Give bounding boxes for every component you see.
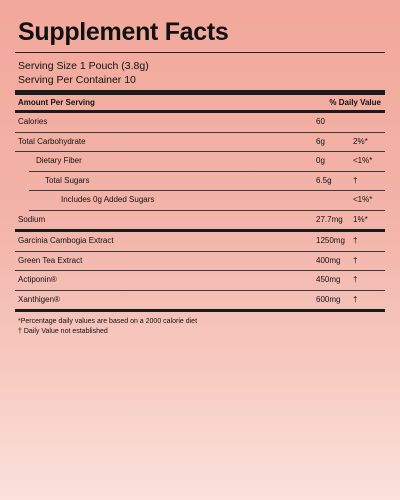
row-daily-value: † [353,255,358,265]
row-amount: 0g [316,156,325,165]
row-amount: 600mg [316,294,341,304]
header-daily-value: % Daily Value [329,98,381,107]
row-amount: 6g [316,136,325,146]
row-daily-value: † [353,175,358,185]
row-garcinia-cambogia [15,232,385,252]
table-header [15,95,385,110]
row-dietary-fiber [29,152,385,172]
row-actiponin [15,271,385,291]
row-name: Xanthigen® [18,294,60,304]
footnote-not-established: † Daily Value not established [18,328,108,335]
row-daily-value: † [353,275,358,284]
row-daily-value: † [353,236,358,245]
row-xanthigen [15,291,385,313]
title-divider [15,52,385,53]
header-amount-per-serving: Amount Per Serving [18,98,95,107]
footnotes [18,317,385,337]
footnote-daily-values: *Percentage daily values are based on a 2000 calorie diet [18,318,198,325]
row-name: Total Sugars [45,175,90,185]
row-daily-value: 2%* [353,136,368,146]
row-amount: 27.7mg [316,214,343,224]
row-daily-value: <1%* [353,156,373,165]
row-amount: 450mg [316,275,341,284]
row-green-tea-extract [15,252,385,272]
row-amount: 6.5g [316,175,332,185]
row-amount: 60 [316,117,325,126]
row-daily-value: † [353,294,358,304]
servings-per-container: Serving Per Container 10 [18,74,136,86]
row-daily-value: <1%* [353,195,373,204]
row-sodium [15,211,385,233]
row-name: Calories [18,117,48,126]
row-name: Actiponin® [18,275,57,284]
row-daily-value: 1%* [353,214,368,224]
row-amount: 1250mg [316,236,345,245]
row-total-carbohydrate [15,133,385,153]
row-name: Green Tea Extract [18,255,83,265]
supplement-facts-panel [15,18,385,337]
row-added-sugars [29,191,385,211]
serving-info [18,60,385,87]
serving-size: Serving Size 1 Pouch (3.8g) [18,60,149,72]
row-name: Sodium [18,214,46,224]
row-name: Garcinia Cambogia Extract [18,236,114,245]
row-name: Includes 0g Added Sugars [61,195,155,204]
row-calories [15,113,385,133]
row-total-sugars [29,172,385,192]
row-amount: 400mg [316,255,341,265]
label-title: Supplement Facts [18,18,229,46]
row-name: Total Carbohydrate [18,136,86,146]
row-name: Dietary Fiber [36,156,82,165]
